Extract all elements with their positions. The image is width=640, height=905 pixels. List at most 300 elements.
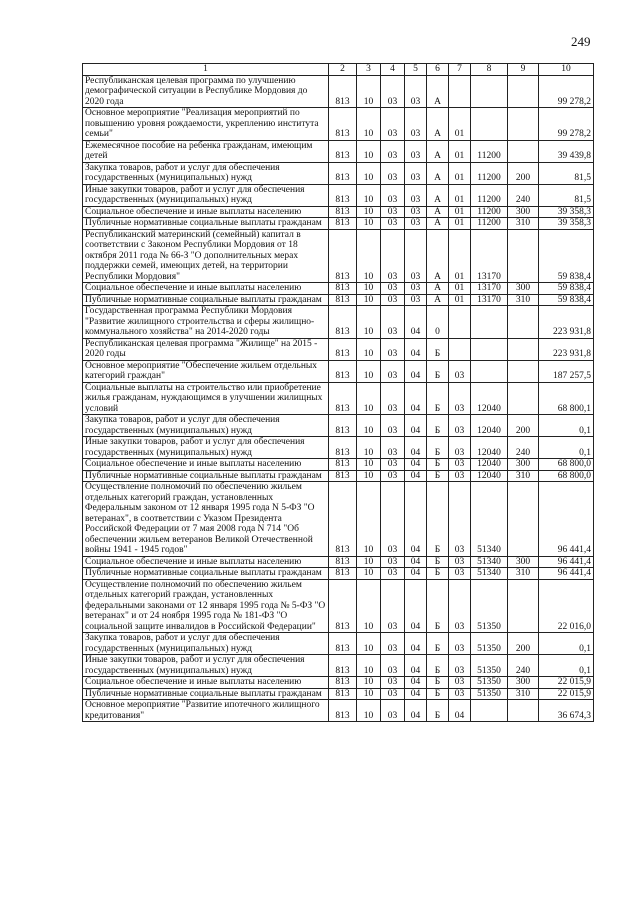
code-cell: 813 — [329, 437, 357, 459]
row-name-cell: Ежемесячное пособие на ребенка гражданам, имеющим детей — [83, 140, 329, 162]
code-cell: 813 — [329, 75, 357, 108]
program-cell: 04 — [405, 579, 427, 633]
expense-type-cell — [508, 75, 539, 108]
section-cell: 10 — [357, 556, 381, 568]
expense-type-cell: 200 — [508, 633, 539, 655]
expense-type-cell — [508, 229, 539, 283]
column-header: 7 — [449, 64, 471, 76]
amount-cell: 223 931,8 — [539, 306, 594, 339]
row-name-cell: Республиканский материнский (семейный) капитал в соответствии с Законом Республики Мордовия от 18 октября 2011 года № 66-З "О дополнительных мерах поддержки семей, имеющих детей, на территории Республики Мордовия" — [83, 229, 329, 283]
event-cell: 03 — [449, 688, 471, 700]
expense-type-cell — [508, 482, 539, 557]
direction-cell: 51350 — [471, 579, 508, 633]
subprogram-cell: А — [427, 108, 449, 141]
event-cell: 03 — [449, 633, 471, 655]
section-cell: 10 — [357, 437, 381, 459]
row-name-cell: Осуществление полномочий по обеспечению жильем отдельных категорий граждан, установленных федеральными законами от 12 января 1995 года № 5-ФЗ "О ветеранах" и от 24 ноября 1995 года № 181-ФЗ "О социальной защите инвалидов в Российской Федерации" — [83, 579, 329, 633]
subprogram-cell: А — [427, 218, 449, 230]
code-cell: 813 — [329, 140, 357, 162]
table-row — [83, 360, 594, 382]
program-cell: 04 — [405, 556, 427, 568]
section-cell: 10 — [357, 579, 381, 633]
amount-cell: 99 278,2 — [539, 108, 594, 141]
section-cell: 10 — [357, 633, 381, 655]
direction-cell — [471, 306, 508, 339]
table-row — [83, 184, 594, 206]
program-cell: 04 — [405, 360, 427, 382]
amount-cell: 96 441,4 — [539, 482, 594, 557]
event-cell: 03 — [449, 415, 471, 437]
amount-cell: 187 257,5 — [539, 360, 594, 382]
section-cell: 10 — [357, 677, 381, 689]
event-cell — [449, 75, 471, 108]
table-row — [83, 556, 594, 568]
direction-cell: 11200 — [471, 184, 508, 206]
event-cell — [449, 306, 471, 339]
subprogram-cell: Б — [427, 655, 449, 677]
direction-cell — [471, 338, 508, 360]
table-row — [83, 306, 594, 339]
amount-cell: 0,1 — [539, 633, 594, 655]
section-cell: 10 — [357, 218, 381, 230]
event-cell: 03 — [449, 437, 471, 459]
event-cell: 01 — [449, 206, 471, 218]
direction-cell: 13170 — [471, 229, 508, 283]
subsection-cell: 03 — [381, 415, 405, 437]
amount-cell: 22 015,9 — [539, 677, 594, 689]
section-cell: 10 — [357, 382, 381, 415]
row-name-cell: Публичные нормативные социальные выплаты гражданам — [83, 688, 329, 700]
section-cell: 10 — [357, 184, 381, 206]
direction-cell: 12040 — [471, 415, 508, 437]
subprogram-cell: А — [427, 162, 449, 184]
row-name-cell: Социальное обеспечение и иные выплаты населению — [83, 206, 329, 218]
amount-cell: 39 358,3 — [539, 206, 594, 218]
row-name-cell: Закупка товаров, работ и услуг для обеспечения государственных (муниципальных) нужд — [83, 633, 329, 655]
subsection-cell: 03 — [381, 140, 405, 162]
table-row — [83, 415, 594, 437]
subprogram-cell: Б — [427, 633, 449, 655]
column-header: 5 — [405, 64, 427, 76]
subprogram-cell: Б — [427, 579, 449, 633]
amount-cell: 59 838,4 — [539, 229, 594, 283]
subprogram-cell: Б — [427, 470, 449, 482]
subsection-cell: 03 — [381, 579, 405, 633]
subsection-cell: 03 — [381, 229, 405, 283]
row-name-cell: Социальные выплаты на строительство или приобретение жилья гражданам, нуждающимся в улучшении жилищных условий — [83, 382, 329, 415]
subprogram-cell: Б — [427, 556, 449, 568]
subsection-cell: 03 — [381, 294, 405, 306]
expense-type-cell — [508, 108, 539, 141]
code-cell: 813 — [329, 655, 357, 677]
expense-type-cell — [508, 140, 539, 162]
row-name-cell: Государственная программа Республики Мордовия "Развитие жилищного строительства и сферы жилищно-коммунального хозяйства" на 2014-2020 годы — [83, 306, 329, 339]
expense-type-cell: 240 — [508, 184, 539, 206]
code-cell: 813 — [329, 470, 357, 482]
subprogram-cell: Б — [427, 688, 449, 700]
program-cell: 03 — [405, 140, 427, 162]
row-name-cell: Публичные нормативные социальные выплаты гражданам — [83, 470, 329, 482]
subprogram-cell: А — [427, 140, 449, 162]
section-cell: 10 — [357, 700, 381, 722]
program-cell: 03 — [405, 294, 427, 306]
section-cell: 10 — [357, 568, 381, 580]
table-row — [83, 229, 594, 283]
table-row — [83, 283, 594, 295]
expense-type-cell: 240 — [508, 437, 539, 459]
table-row — [83, 437, 594, 459]
program-cell: 03 — [405, 162, 427, 184]
direction-cell: 11200 — [471, 218, 508, 230]
code-cell: 813 — [329, 700, 357, 722]
subprogram-cell: А — [427, 229, 449, 283]
program-cell: 04 — [405, 633, 427, 655]
row-name-cell: Социальное обеспечение и иные выплаты населению — [83, 556, 329, 568]
row-name-cell: Основное мероприятие "Развитие ипотечного жилищного кредитования" — [83, 700, 329, 722]
amount-cell: 96 441,4 — [539, 556, 594, 568]
code-cell: 813 — [329, 482, 357, 557]
row-name-cell: Основное мероприятие "Реализация мероприятий по повышению уровня рождаемости, укреплению института семьи" — [83, 108, 329, 141]
amount-cell: 59 838,4 — [539, 294, 594, 306]
direction-cell: 12040 — [471, 470, 508, 482]
expense-type-cell: 310 — [508, 568, 539, 580]
program-cell: 03 — [405, 283, 427, 295]
program-cell: 04 — [405, 470, 427, 482]
direction-cell: 12040 — [471, 437, 508, 459]
section-cell: 10 — [357, 338, 381, 360]
section-cell: 10 — [357, 108, 381, 141]
expense-type-cell: 300 — [508, 283, 539, 295]
table-row — [83, 568, 594, 580]
subprogram-cell: Б — [427, 415, 449, 437]
row-name-cell: Иные закупки товаров, работ и услуг для обеспечения государственных (муниципальных) нужд — [83, 437, 329, 459]
table-row — [83, 206, 594, 218]
event-cell: 01 — [449, 108, 471, 141]
expense-type-cell — [508, 306, 539, 339]
section-cell: 10 — [357, 75, 381, 108]
row-name-cell: Республиканская целевая программа по улучшению демографической ситуации в Республике Мордовия до 2020 года — [83, 75, 329, 108]
table-row — [83, 140, 594, 162]
table-row — [83, 677, 594, 689]
expense-type-cell: 300 — [508, 556, 539, 568]
table-row — [83, 633, 594, 655]
subprogram-cell: Б — [427, 437, 449, 459]
subsection-cell: 03 — [381, 688, 405, 700]
subsection-cell: 03 — [381, 108, 405, 141]
code-cell: 813 — [329, 338, 357, 360]
expense-type-cell — [508, 360, 539, 382]
page-number: 249 — [571, 34, 591, 49]
direction-cell: 51340 — [471, 482, 508, 557]
subsection-cell: 03 — [381, 568, 405, 580]
section-cell: 10 — [357, 283, 381, 295]
expense-type-cell: 300 — [508, 206, 539, 218]
direction-cell: 12040 — [471, 382, 508, 415]
program-cell: 04 — [405, 677, 427, 689]
subsection-cell: 03 — [381, 218, 405, 230]
subprogram-cell: Б — [427, 677, 449, 689]
program-cell: 03 — [405, 229, 427, 283]
table-row — [83, 382, 594, 415]
expense-type-cell — [508, 700, 539, 722]
amount-cell: 22 016,0 — [539, 579, 594, 633]
program-cell: 03 — [405, 108, 427, 141]
column-header: 6 — [427, 64, 449, 76]
subsection-cell: 03 — [381, 184, 405, 206]
code-cell: 813 — [329, 108, 357, 141]
direction-cell: 11200 — [471, 162, 508, 184]
subsection-cell: 03 — [381, 677, 405, 689]
amount-cell: 223 931,8 — [539, 338, 594, 360]
expense-type-cell — [508, 382, 539, 415]
program-cell: 03 — [405, 75, 427, 108]
direction-cell: 12040 — [471, 459, 508, 471]
event-cell: 03 — [449, 579, 471, 633]
program-cell: 04 — [405, 482, 427, 557]
budget-table — [82, 63, 594, 722]
row-name-cell: Республиканская целевая программа "Жилище" на 2015 - 2020 годы — [83, 338, 329, 360]
event-cell: 03 — [449, 482, 471, 557]
row-name-cell: Публичные нормативные социальные выплаты гражданам — [83, 568, 329, 580]
amount-cell: 39 358,3 — [539, 218, 594, 230]
direction-cell: 11200 — [471, 206, 508, 218]
direction-cell: 13170 — [471, 294, 508, 306]
row-name-cell: Публичные нормативные социальные выплаты гражданам — [83, 294, 329, 306]
subsection-cell: 03 — [381, 633, 405, 655]
code-cell: 813 — [329, 206, 357, 218]
code-cell: 813 — [329, 360, 357, 382]
event-cell: 01 — [449, 162, 471, 184]
table-row — [83, 75, 594, 108]
expense-type-cell: 300 — [508, 677, 539, 689]
row-name-cell: Осуществление полномочий по обеспечению жильем отдельных категорий граждан, установленных Федеральным законом от 12 января 1995 года N 5-ФЗ "О ветеранах", в соответствии с Указом Президента Российской Федерации от 7 мая 2008 года N 714 "Об обеспечении жильем ветеранов Великой Отечественной войны 1941 - 1945 годов" — [83, 482, 329, 557]
subprogram-cell: Б — [427, 360, 449, 382]
table-row — [83, 470, 594, 482]
code-cell: 813 — [329, 415, 357, 437]
event-cell: 01 — [449, 283, 471, 295]
program-cell: 04 — [405, 306, 427, 339]
code-cell: 813 — [329, 568, 357, 580]
column-header: 9 — [508, 64, 539, 76]
program-cell: 04 — [405, 338, 427, 360]
subsection-cell: 03 — [381, 655, 405, 677]
column-header: 3 — [357, 64, 381, 76]
code-cell: 813 — [329, 677, 357, 689]
direction-cell — [471, 360, 508, 382]
event-cell: 03 — [449, 360, 471, 382]
expense-type-cell — [508, 338, 539, 360]
section-cell: 10 — [357, 229, 381, 283]
subprogram-cell: А — [427, 206, 449, 218]
amount-cell: 68 800,1 — [539, 382, 594, 415]
section-cell: 10 — [357, 688, 381, 700]
row-name-cell: Социальное обеспечение и иные выплаты населению — [83, 677, 329, 689]
direction-cell: 13170 — [471, 283, 508, 295]
event-cell: 03 — [449, 677, 471, 689]
event-cell: 04 — [449, 700, 471, 722]
expense-type-cell: 310 — [508, 294, 539, 306]
amount-cell: 81,5 — [539, 162, 594, 184]
column-header: 10 — [539, 64, 594, 76]
section-cell: 10 — [357, 206, 381, 218]
table-row — [83, 700, 594, 722]
expense-type-cell: 300 — [508, 459, 539, 471]
subsection-cell: 03 — [381, 382, 405, 415]
row-name-cell: Публичные нормативные социальные выплаты гражданам — [83, 218, 329, 230]
event-cell — [449, 338, 471, 360]
amount-cell: 68 800,0 — [539, 470, 594, 482]
subprogram-cell: А — [427, 294, 449, 306]
column-header: 2 — [329, 64, 357, 76]
expense-type-cell: 200 — [508, 162, 539, 184]
subprogram-cell: Б — [427, 338, 449, 360]
amount-cell: 68 800,0 — [539, 459, 594, 471]
code-cell: 813 — [329, 633, 357, 655]
program-cell: 04 — [405, 688, 427, 700]
expense-type-cell — [508, 579, 539, 633]
direction-cell: 51340 — [471, 568, 508, 580]
section-cell: 10 — [357, 415, 381, 437]
event-cell: 03 — [449, 655, 471, 677]
code-cell: 813 — [329, 306, 357, 339]
section-cell: 10 — [357, 162, 381, 184]
code-cell: 813 — [329, 688, 357, 700]
row-name-cell: Основное мероприятие "Обеспечение жильем отдельных категорий граждан" — [83, 360, 329, 382]
code-cell: 813 — [329, 556, 357, 568]
subsection-cell: 03 — [381, 556, 405, 568]
direction-cell: 51350 — [471, 688, 508, 700]
direction-cell: 51350 — [471, 677, 508, 689]
section-cell: 10 — [357, 140, 381, 162]
subprogram-cell: 0 — [427, 306, 449, 339]
subsection-cell: 03 — [381, 283, 405, 295]
table-row — [83, 162, 594, 184]
row-name-cell: Закупка товаров, работ и услуг для обеспечения государственных (муниципальных) нужд — [83, 415, 329, 437]
amount-cell: 22 015,9 — [539, 688, 594, 700]
subprogram-cell: Б — [427, 382, 449, 415]
event-cell: 01 — [449, 229, 471, 283]
subsection-cell: 03 — [381, 360, 405, 382]
table-row — [83, 655, 594, 677]
table-row — [83, 459, 594, 471]
subsection-cell: 03 — [381, 75, 405, 108]
subsection-cell: 03 — [381, 459, 405, 471]
column-header: 8 — [471, 64, 508, 76]
event-cell: 03 — [449, 556, 471, 568]
code-cell: 813 — [329, 459, 357, 471]
table-body — [83, 64, 594, 722]
program-cell: 03 — [405, 206, 427, 218]
amount-cell: 36 674,3 — [539, 700, 594, 722]
column-header-row — [83, 64, 594, 76]
row-name-cell: Закупка товаров, работ и услуг для обеспечения государственных (муниципальных) нужд — [83, 162, 329, 184]
program-cell: 04 — [405, 415, 427, 437]
subsection-cell: 03 — [381, 206, 405, 218]
amount-cell: 81,5 — [539, 184, 594, 206]
subprogram-cell: Б — [427, 482, 449, 557]
subprogram-cell: Б — [427, 459, 449, 471]
amount-cell: 39 439,8 — [539, 140, 594, 162]
expense-type-cell: 310 — [508, 218, 539, 230]
expense-type-cell: 310 — [508, 688, 539, 700]
subsection-cell: 03 — [381, 162, 405, 184]
table-row — [83, 294, 594, 306]
expense-type-cell: 310 — [508, 470, 539, 482]
direction-cell — [471, 108, 508, 141]
subsection-cell: 03 — [381, 482, 405, 557]
subprogram-cell: А — [427, 184, 449, 206]
code-cell: 813 — [329, 184, 357, 206]
subprogram-cell: А — [427, 283, 449, 295]
program-cell: 04 — [405, 459, 427, 471]
direction-cell: 51350 — [471, 633, 508, 655]
program-cell: 04 — [405, 568, 427, 580]
event-cell: 01 — [449, 140, 471, 162]
program-cell: 04 — [405, 655, 427, 677]
direction-cell — [471, 75, 508, 108]
amount-cell: 99 278,2 — [539, 75, 594, 108]
section-cell: 10 — [357, 294, 381, 306]
event-cell: 01 — [449, 218, 471, 230]
event-cell: 01 — [449, 294, 471, 306]
direction-cell: 11200 — [471, 140, 508, 162]
subsection-cell: 03 — [381, 437, 405, 459]
code-cell: 813 — [329, 229, 357, 283]
code-cell: 813 — [329, 218, 357, 230]
direction-cell: 51350 — [471, 655, 508, 677]
subprogram-cell: Б — [427, 700, 449, 722]
event-cell: 03 — [449, 470, 471, 482]
code-cell: 813 — [329, 283, 357, 295]
table-row — [83, 108, 594, 141]
amount-cell: 0,1 — [539, 437, 594, 459]
direction-cell — [471, 700, 508, 722]
row-name-cell: Социальное обеспечение и иные выплаты населению — [83, 459, 329, 471]
section-cell: 10 — [357, 360, 381, 382]
subsection-cell: 03 — [381, 338, 405, 360]
row-name-cell: Иные закупки товаров, работ и услуг для обеспечения государственных (муниципальных) нужд — [83, 184, 329, 206]
table-row — [83, 482, 594, 557]
subsection-cell: 03 — [381, 306, 405, 339]
column-header: 1 — [83, 64, 329, 76]
row-name-cell: Иные закупки товаров, работ и услуг для обеспечения государственных (муниципальных) нужд — [83, 655, 329, 677]
event-cell: 03 — [449, 382, 471, 415]
amount-cell: 0,1 — [539, 655, 594, 677]
amount-cell: 0,1 — [539, 415, 594, 437]
event-cell: 01 — [449, 184, 471, 206]
program-cell: 04 — [405, 382, 427, 415]
column-header: 4 — [381, 64, 405, 76]
code-cell: 813 — [329, 294, 357, 306]
row-name-cell: Социальное обеспечение и иные выплаты населению — [83, 283, 329, 295]
event-cell: 03 — [449, 459, 471, 471]
amount-cell: 96 441,4 — [539, 568, 594, 580]
subsection-cell: 03 — [381, 700, 405, 722]
section-cell: 10 — [357, 306, 381, 339]
table-row — [83, 688, 594, 700]
program-cell: 03 — [405, 218, 427, 230]
section-cell: 10 — [357, 655, 381, 677]
table-row — [83, 218, 594, 230]
subprogram-cell: А — [427, 75, 449, 108]
code-cell: 813 — [329, 382, 357, 415]
direction-cell: 51340 — [471, 556, 508, 568]
section-cell: 10 — [357, 482, 381, 557]
code-cell: 813 — [329, 162, 357, 184]
subsection-cell: 03 — [381, 470, 405, 482]
amount-cell: 59 838,4 — [539, 283, 594, 295]
event-cell: 03 — [449, 568, 471, 580]
